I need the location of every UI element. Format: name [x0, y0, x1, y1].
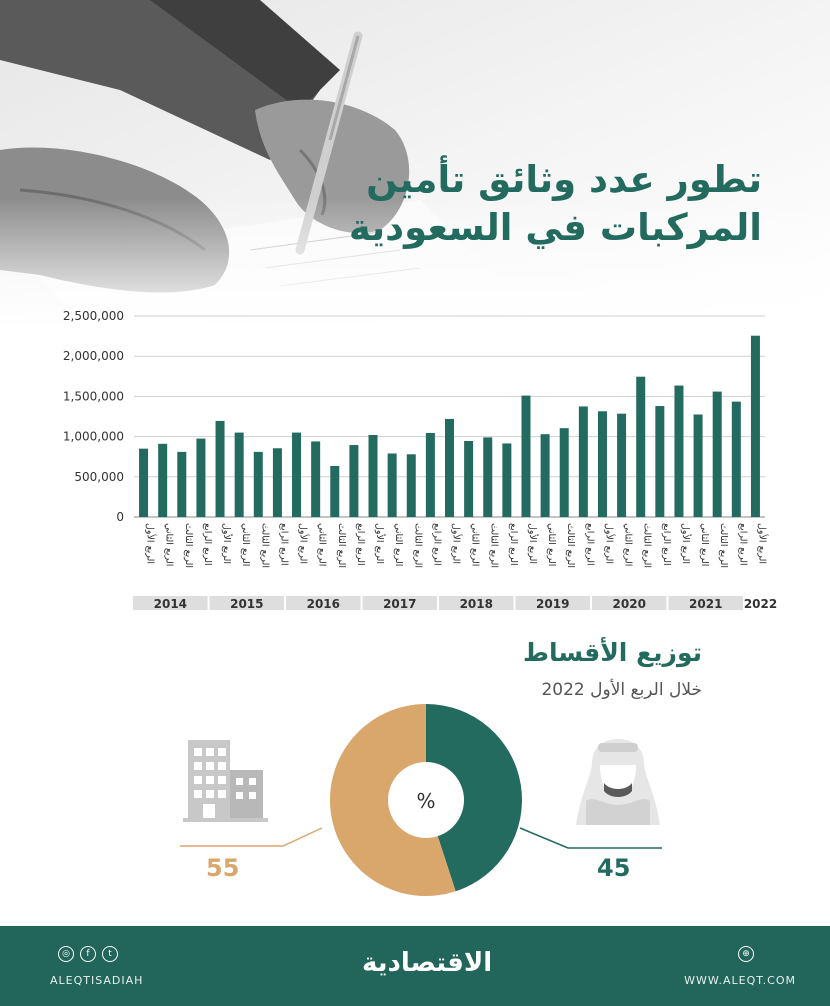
- x-tick-label: الربع الثالث: [565, 523, 577, 569]
- x-tick-label: الربع الثالث: [182, 523, 194, 569]
- x-tick-label: الربع الثالث: [259, 523, 271, 569]
- x-tick-label: الربع الرابع: [431, 523, 443, 566]
- x-tick-label: الربع الرابع: [354, 523, 366, 566]
- x-tick-label: الربع الثالث: [641, 523, 653, 569]
- title-line-2: المركبات في السعودية: [348, 206, 762, 249]
- x-tick-label: الربع الثالث: [718, 523, 730, 569]
- year-label: 2016: [306, 597, 341, 611]
- twitter-icon[interactable]: t: [102, 946, 118, 962]
- x-tick-label: الربع الأول: [756, 523, 768, 565]
- pie-center-label: %: [416, 789, 436, 813]
- facebook-icon[interactable]: f: [80, 946, 96, 962]
- x-tick-label: الربع الثاني: [316, 523, 328, 567]
- x-tick-label: الربع الثالث: [412, 523, 424, 569]
- x-tick-label: الربع الثالث: [488, 523, 500, 569]
- building-share-label: 55: [206, 854, 240, 882]
- globe-icon[interactable]: ⊕: [738, 946, 754, 962]
- title-line-1: تطور عدد وثائق تأمين: [366, 158, 762, 201]
- x-tick-label: الربع الأول: [603, 523, 615, 565]
- year-label: 2019: [536, 597, 570, 611]
- social-handle[interactable]: ALEQTISADIAH: [50, 974, 144, 987]
- x-tick-label: الربع الثاني: [469, 523, 481, 567]
- x-tick-label: الربع الثالث: [335, 523, 347, 569]
- y-tick-label: 1,000,000: [62, 429, 124, 444]
- year-label: 2015: [230, 597, 264, 611]
- year-label: 2018: [459, 597, 493, 611]
- website-link[interactable]: WWW.ALEQT.COM: [684, 974, 796, 987]
- x-tick-label: الربع الثاني: [393, 523, 405, 567]
- y-tick-label: 2,000,000: [62, 349, 124, 364]
- person-share-label: 45: [597, 854, 631, 882]
- x-tick-label: الربع الأول: [679, 523, 691, 565]
- x-tick-label: الربع الرابع: [660, 523, 672, 566]
- x-tick-label: الربع الرابع: [507, 523, 519, 566]
- footer: [0, 926, 830, 1006]
- x-tick-label: الربع الأول: [526, 523, 538, 565]
- year-label: 2021: [689, 597, 723, 611]
- x-tick-label: الربع الأول: [144, 523, 156, 565]
- y-tick-label: 1,500,000: [62, 389, 124, 404]
- distribution-title: توزيع الأقساط: [523, 638, 702, 667]
- year-label: 2014: [153, 597, 188, 611]
- y-tick-label: 2,500,000: [62, 309, 124, 323]
- x-tick-label: الربع الأول: [374, 523, 386, 565]
- y-tick-label: 0: [116, 510, 124, 524]
- x-tick-label: الربع الأول: [297, 523, 309, 565]
- x-tick-label: الربع الأول: [221, 523, 233, 565]
- x-tick-label: الربع الرابع: [737, 523, 749, 566]
- x-tick-label: الربع الثاني: [622, 523, 634, 567]
- year-label: 2022: [743, 597, 778, 611]
- x-tick-label: الربع الرابع: [584, 523, 596, 566]
- x-tick-label: الربع الثاني: [699, 523, 711, 567]
- x-tick-label: الربع الأول: [450, 523, 462, 565]
- y-tick-label: 500,000: [74, 469, 124, 484]
- x-tick-label: الربع الثاني: [163, 523, 175, 567]
- year-label: 2017: [383, 597, 417, 611]
- x-tick-label: الربع الرابع: [201, 523, 213, 566]
- distribution-subtitle: خلال الربع الأول 2022: [541, 680, 702, 700]
- x-tick-label: الربع الثاني: [240, 523, 252, 567]
- instagram-icon[interactable]: ◎: [58, 946, 74, 962]
- x-tick-label: الربع الثاني: [546, 523, 558, 567]
- year-label: 2020: [612, 597, 646, 611]
- brand-logo: الاقتصادية: [362, 948, 493, 978]
- x-tick-label: الربع الرابع: [278, 523, 290, 566]
